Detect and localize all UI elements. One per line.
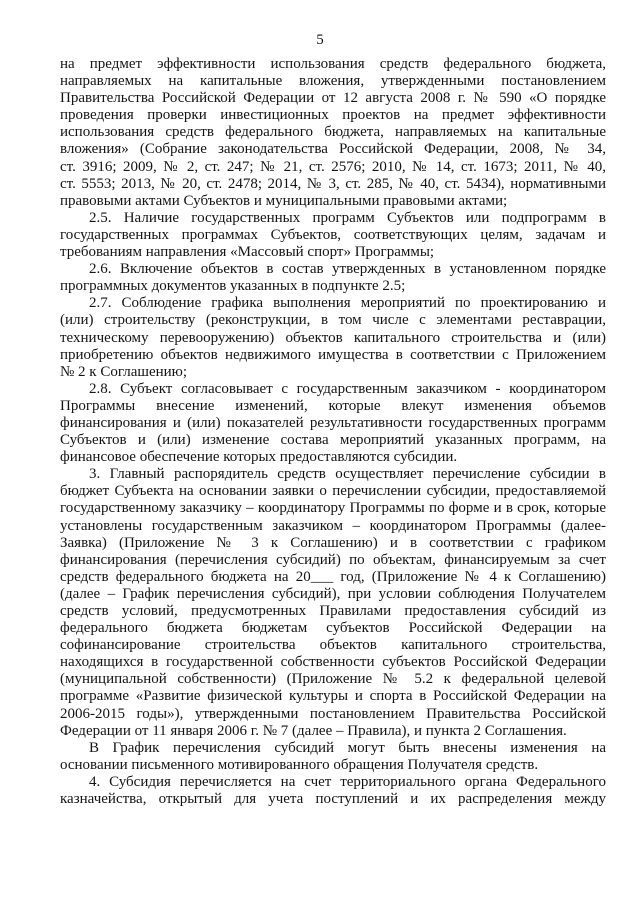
text-line: (или) строительству (реконструкции, в том числе с элементами реставрации, (60, 312, 606, 329)
text-line: Программы внесение изменений, которые влекут изменения объемов (60, 397, 606, 414)
text-line: средств федерального бюджета на 20___ год, (Приложение № 4 к Соглашению) (60, 568, 606, 585)
text-line: техническому перевооружению) объектов капитального строительства и (или) (60, 329, 606, 346)
text-line: (муниципальной собственности) (Приложение № 5.2 к федеральной целевой (60, 671, 606, 688)
text-line: направляемых на капитальные вложения, утвержденными постановлением (60, 73, 606, 90)
text-line: 2.6. Включение объектов в состав утвержденных в установленном порядке (89, 261, 606, 278)
text-line: приобретению объектов недвижимого имущества в соответствии с Приложением (60, 346, 606, 363)
page-number: 5 (316, 32, 324, 48)
text-line: финансирования (перечисления субсидий) по объектам, финансируемым за счет (60, 551, 606, 568)
text-line: 2.8. Субъект согласовывает с государственным заказчиком - координатором (89, 380, 606, 397)
text-line: финансирования и (или) показателей результативности государственных программ (60, 414, 606, 431)
text-line: Федерации от 11 января 2006 г. № 7 (далее – Правила), и пункта 2 Соглашения. (60, 722, 567, 739)
text-line: программных документов указанных в подпункте 2.5; (60, 278, 406, 295)
text-line: 2.7. Соблюдение графика выполнения мероприятий по проектированию и (89, 295, 606, 312)
text-line: установлены государственным заказчиком – координатором Программы (далее- (60, 517, 606, 534)
text-line: требованиям направления «Массовый спорт» Программы; (60, 244, 435, 261)
text-line: ст. 5553; 2013, № 20, ст. 2478; 2014, № 3, ст. 285, № 40, ст. 5434), нормативными (60, 175, 606, 192)
text-line: 2.5. Наличие государственных программ Субъектов или подпрограмм в (89, 209, 606, 226)
text-line: программе «Развитие физической культуры и спорта в Российской Федерации на (60, 688, 606, 705)
text-line: ст. 3916; 2009, № 2, ст. 247; № 21, ст. 2576; 2010, № 14, ст. 1673; 2011, № 40, (60, 158, 606, 175)
text-line: № 2 к Соглашению; (60, 363, 188, 380)
text-line: Субъектов и (или) изменение состава мероприятий указанных программ, на (60, 432, 606, 449)
text-line: 3. Главный распорядитель средств осуществляет перечисление субсидии в (89, 466, 606, 483)
text-line: 2006-2015 годы»), утвержденными постановлением Правительства Российской (60, 705, 606, 722)
text-line: государственных программах Субъектов, соответствующих целям, задачам и (60, 226, 606, 243)
text-line: использования средств федерального бюджета, направляемых на капитальные (60, 124, 606, 141)
text-line: на предмет эффективности использования средств федерального бюджета, (60, 56, 606, 72)
text-line: (далее – График перечисления субсидий), при условии соблюдения Получателем (60, 585, 606, 602)
text-line: вложения» (Собрание законодательства Российской Федерации, 2008, № 34, (60, 141, 606, 158)
text-line: государственному заказчику – координатору Программы по форме и в срок, которые (60, 500, 606, 517)
text-line: правовыми актами Субъектов и муниципальными правовыми актами; (60, 192, 508, 209)
text-line: основании письменного мотивированного обращения Получателя средств. (60, 756, 539, 773)
text-line: софинансирование строительства объектов капитального строительства, (60, 637, 606, 654)
body-text (60, 56, 606, 808)
text-line: финансовое обеспечение которых предоставляются субсидии. (60, 449, 458, 466)
text-line: Правительства Российской Федерации от 12 августа 2008 г. № 590 «О порядке (60, 90, 606, 107)
text-line: казначейства, открытый для учета поступлений и их распределения между (60, 791, 606, 808)
text-line: бюджет Субъекта на основании заявки о перечислении субсидии, предоставляемой (60, 483, 606, 500)
text-line: 4. Субсидия перечисляется на счет территориального органа Федерального (89, 773, 606, 790)
text-line: федерального бюджета бюджетам субъектов Российской Федерации на (60, 620, 606, 637)
text-line: Заявка) (Приложение № 3 к Соглашению) и в соответствии с графиком (60, 534, 606, 551)
text-line: В График перечисления субсидий могут быть внесены изменения на (89, 739, 606, 756)
text-line: проведения проверки инвестиционных проектов на предмет эффективности (60, 107, 606, 124)
text-line: находящихся в государственной собственности субъектов Российской Федерации (60, 654, 606, 671)
text-line: средств условий, предусмотренных Правилами предоставления субсидий из (60, 603, 606, 619)
